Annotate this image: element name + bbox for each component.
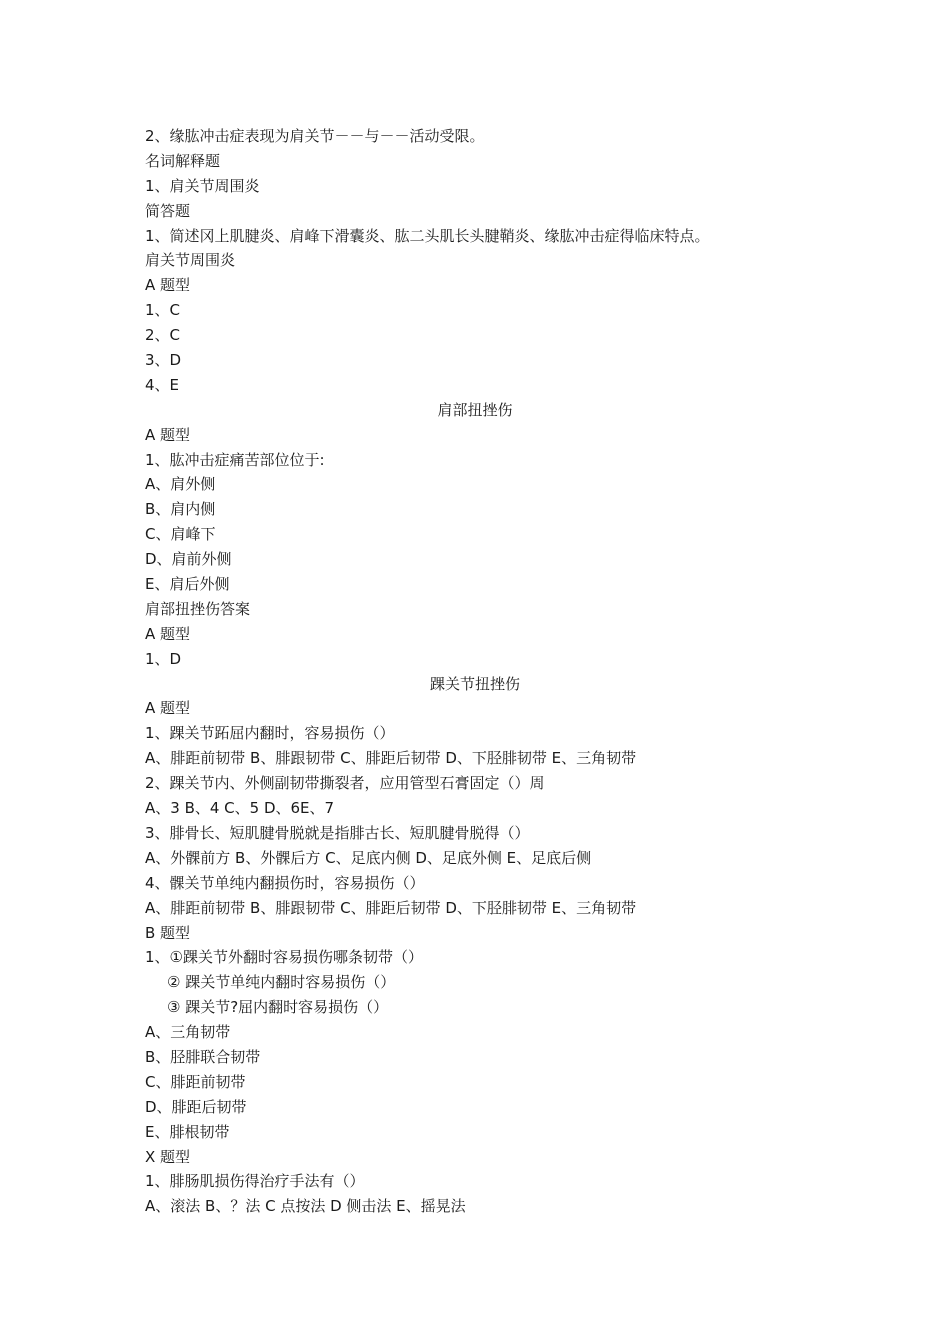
text-line: A、肩外侧 [145,475,216,494]
text-line: E、腓根韧带 [145,1122,230,1141]
text-line: B、肩内侧 [145,500,216,519]
text-line: 2、踝关节内、外侧副韧带撕裂者，应用管型石膏固定（）周 [145,774,545,793]
text-line: 1、①踝关节外翻时容易损伤哪条韧带（） [145,948,423,967]
text-line: C、腓距前韧带 [145,1072,246,1091]
text-line: 1、腓肠肌损伤得治疗手法有（） [145,1172,365,1191]
text-line: B 题型 [145,923,191,942]
text-line: 1、踝关节跖屈内翻时，容易损伤（） [145,724,395,743]
text-line: A 题型 [145,425,191,444]
text-line: 1、D [145,649,182,668]
text-line: E、肩后外侧 [145,575,230,594]
text-line: A、腓距前韧带 B、腓跟韧带 C、腓距后韧带 D、下胫腓韧带 E、三角韧带 [145,749,637,768]
text-line: A、三角韧带 [145,1023,231,1042]
document-body [145,124,805,1219]
text-line: 2、缘肱冲击症表现为肩关节－－与－－活动受限。 [145,127,485,145]
text-line: 1、C [145,301,181,320]
text-line: A、腓距前韧带 B、腓跟韧带 C、腓距后韧带 D、下胫腓韧带 E、三角韧带 [145,898,637,917]
text-line: 2、C [145,326,181,345]
text-line: X 题型 [145,1147,191,1166]
text-line: A 题型 [145,699,191,718]
text-line: 简答题 [145,201,191,220]
text-line: D、腓距后韧带 [145,1097,247,1116]
text-line: ② 踝关节单纯内翻时容易损伤（） [167,973,396,992]
text-line: 4、E [145,375,180,394]
text-line: 1、肱冲击症痛苦部位位于: [145,450,325,469]
text-line: ③ 踝关节?屈内翻时容易损伤（） [167,998,389,1017]
section-heading: 踝关节扭挫伤 [429,674,520,693]
text-line: A、外髁前方 B、外髁后方 C、足底内侧 D、足底外侧 E、足底后侧 [145,848,592,867]
text-line: C、肩峰下 [145,525,216,544]
text-line: 1、肩关节周围炎 [145,176,260,195]
section-heading: 肩部扭挫伤 [437,400,513,419]
text-line: 肩关节周围炎 [145,251,236,270]
text-line: A 题型 [145,624,191,643]
text-line: 3、腓骨长、短肌腱骨脱就是指腓古长、短肌腱骨脱得（） [145,823,530,842]
text-line: 3、D [145,351,182,370]
text-line: 肩部扭挫伤答案 [145,599,251,618]
text-line: A、3 B、4 C、5 D、6E、7 [145,799,335,818]
text-line: A 题型 [145,276,191,295]
text-line: 名词解释题 [145,151,221,170]
text-line: A、滚法 B、？法 C 点按法 D 侧击法 E、摇晃法 [145,1197,466,1216]
text-line: 4、髁关节单纯内翻损伤时，容易损伤（） [145,873,425,892]
text-line: B、胫腓联合韧带 [145,1047,261,1066]
text-line: D、肩前外侧 [145,550,232,569]
text-line: 1、简述冈上肌腱炎、肩峰下滑囊炎、肱二头肌长头腱鞘炎、缘肱冲击症得临床特点。 [145,226,710,245]
